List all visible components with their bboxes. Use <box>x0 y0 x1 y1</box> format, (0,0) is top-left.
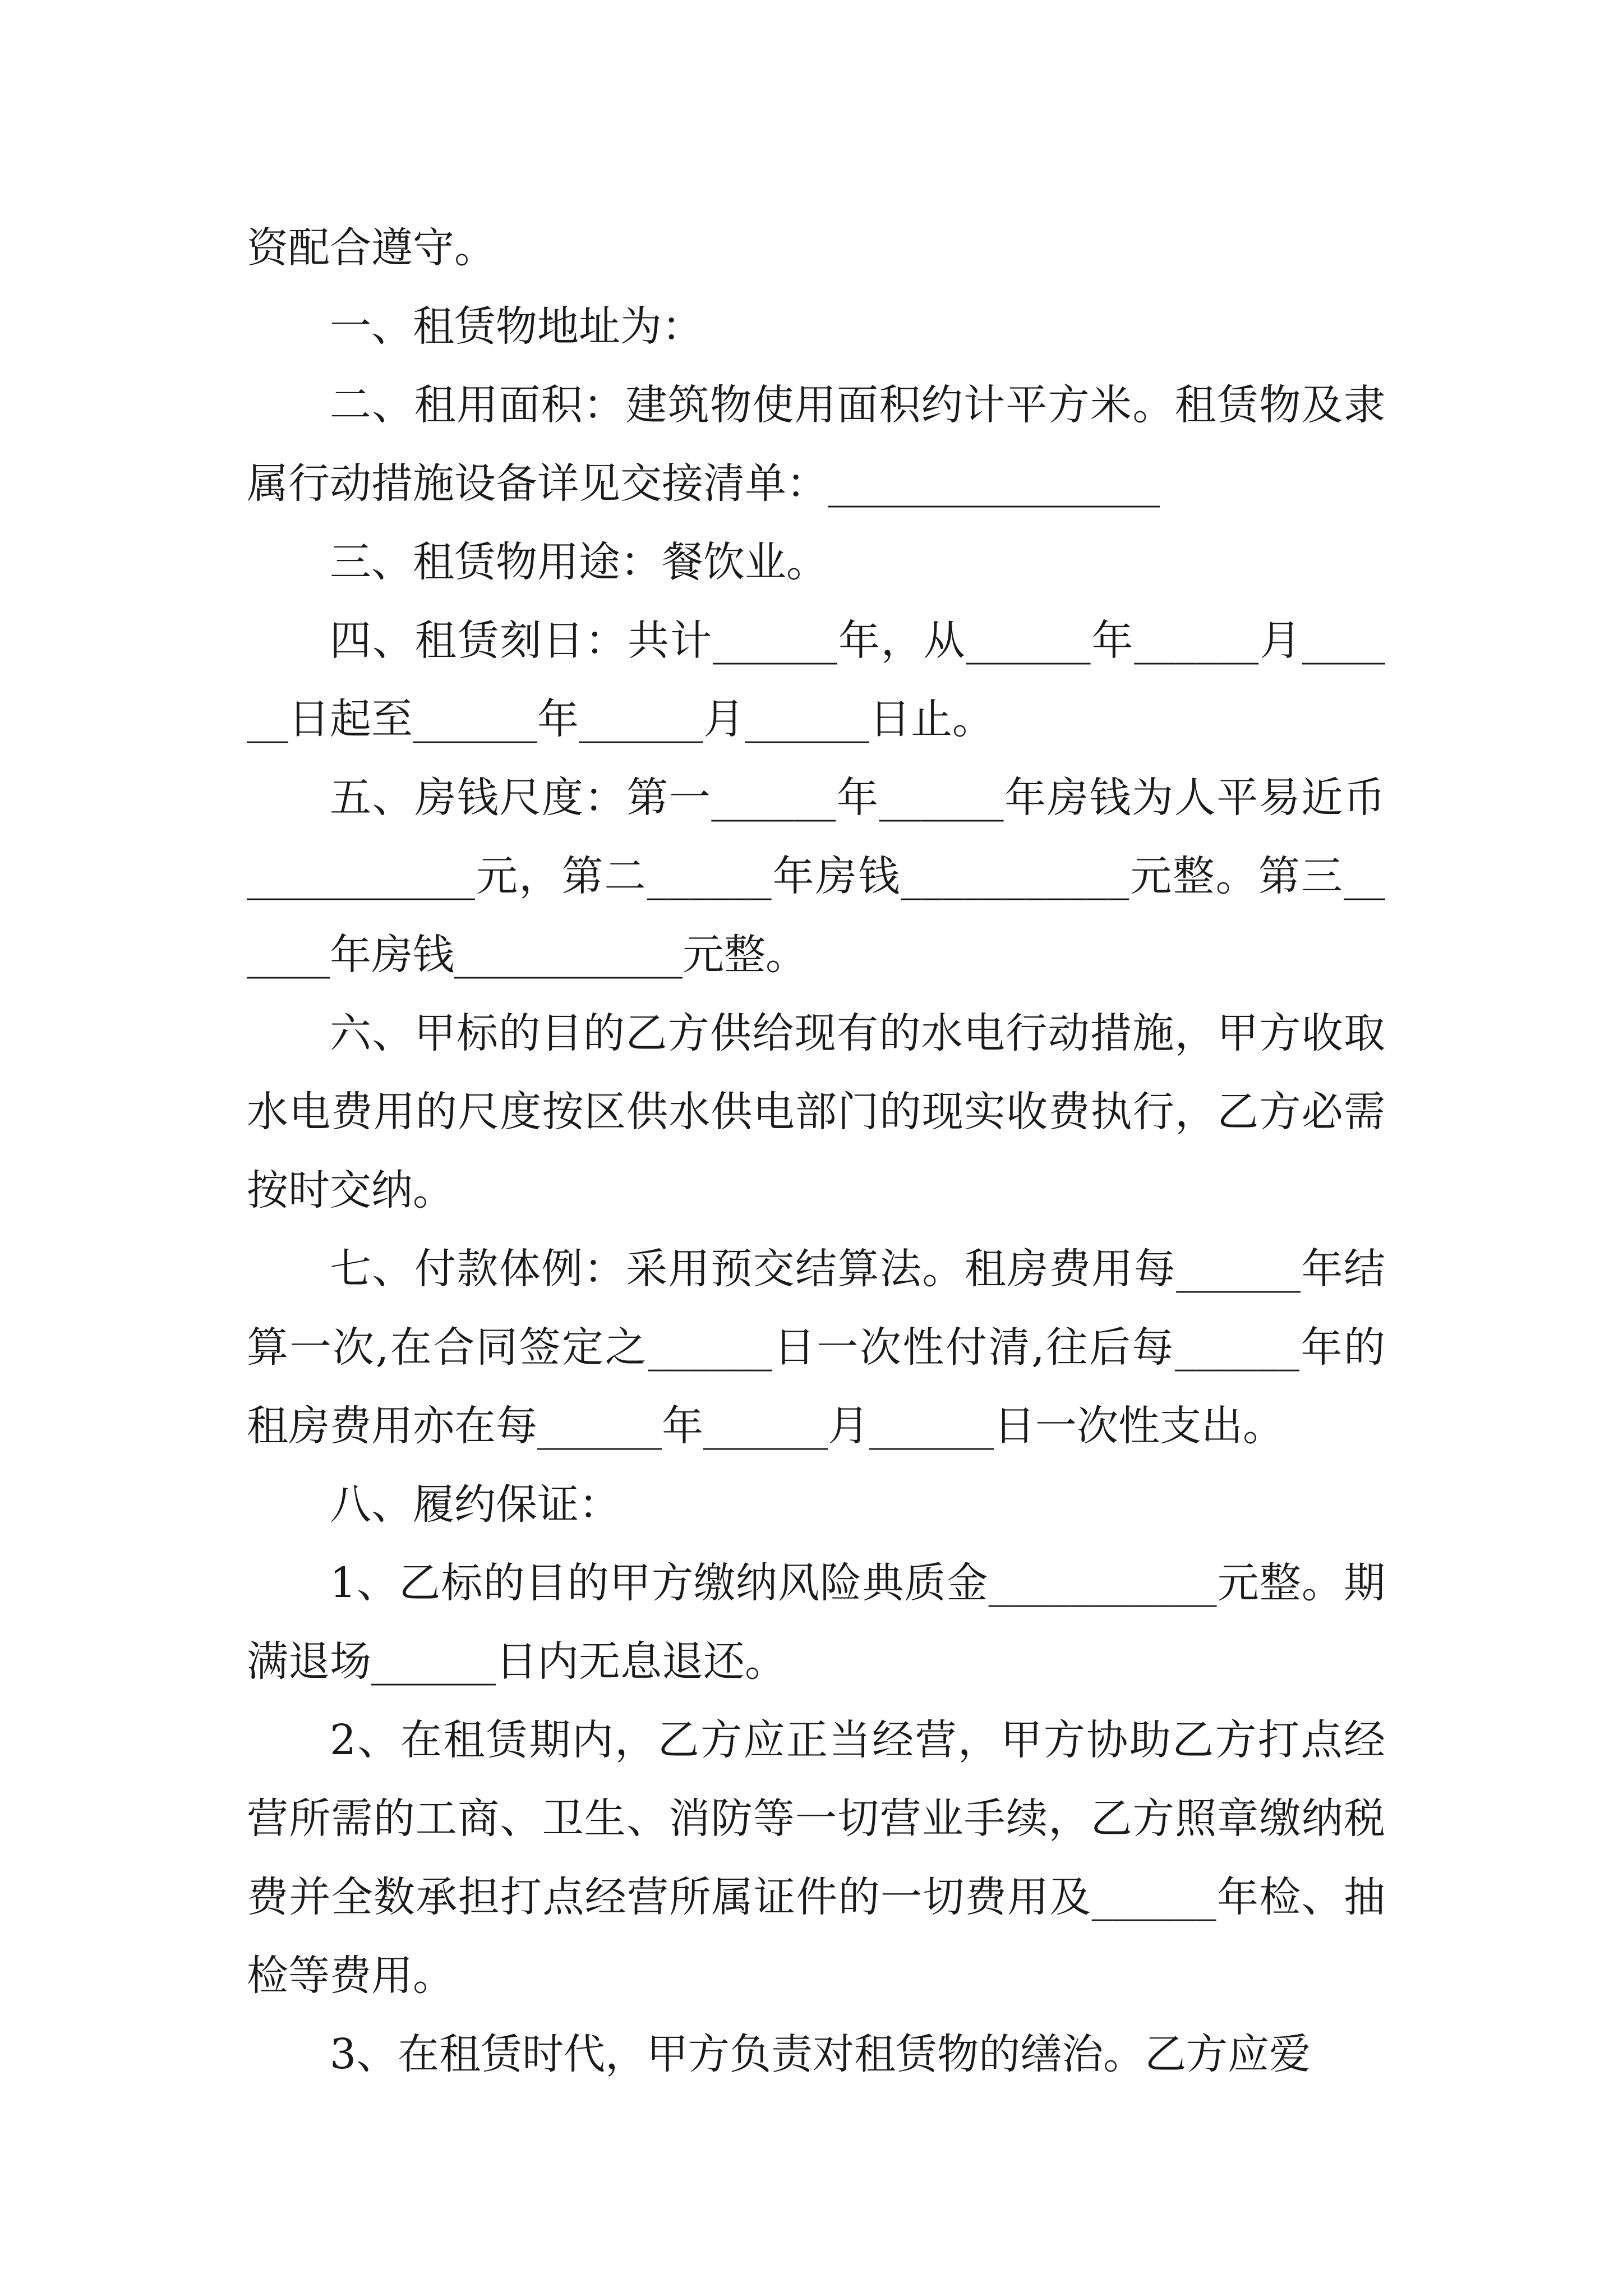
paragraph-subclause-2-operation: 2、在租赁期内，乙方应正当经营，甲方协助乙方打点经营所需的工商、卫生、消防等一切营业手续，乙方照章缴纳税费并全数承担打点经营所属证件的一切费用及______年检、抽检等费用。 <box>247 1716 1385 2000</box>
paragraph-clause-7-payment: 七、付款体例：采用预交结算法。租房费用每______年结算一次,在合同签定之______日一次性付清,往后每______年的租房费用亦在每______年______月______日一次性支出。 <box>247 1245 1385 1450</box>
contract-body <box>247 209 1385 2093</box>
paragraph-subclause-1-deposit: 1、乙标的目的甲方缴纳风险典质金___________元整。期满退场______日内无息退还。 <box>247 1559 1385 1686</box>
paragraph-clause-2-area: 二、租用面积：建筑物使用面积约计平方米。租赁物及隶属行动措施设备详见交接清单：________________ <box>247 381 1385 508</box>
paragraph-clause-8-guarantee: 八、履约保证： <box>330 1480 620 1529</box>
paragraph-continuation: 资配合遵守。 <box>247 224 496 272</box>
paragraph-clause-6-utilities: 六、甲标的目的乙方供给现有的水电行动措施，甲方收取水电费用的尺度按区供水供电部门的现实收费执行，乙方必需按时交纳。 <box>247 1009 1385 1214</box>
paragraph-clause-1-address: 一、租赁物地址为： <box>330 302 703 351</box>
paragraph-clause-4-term: 四、租赁刻日：共计______年，从______年______月______日起至______年______月______日止。 <box>247 616 1385 743</box>
paragraph-clause-5-rent: 五、房钱尺度：第一______年______年房钱为人平易近币___________元，第二______年房钱___________元整。第三______年房钱___________元整。 <box>247 774 1385 979</box>
paragraph-clause-3-usage: 三、租赁物用途：餐饮业。 <box>330 538 828 586</box>
paragraph-subclause-3-repair: 3、在租赁时代，甲方负责对租赁物的缮治。乙方应爱 <box>330 2030 1311 2078</box>
